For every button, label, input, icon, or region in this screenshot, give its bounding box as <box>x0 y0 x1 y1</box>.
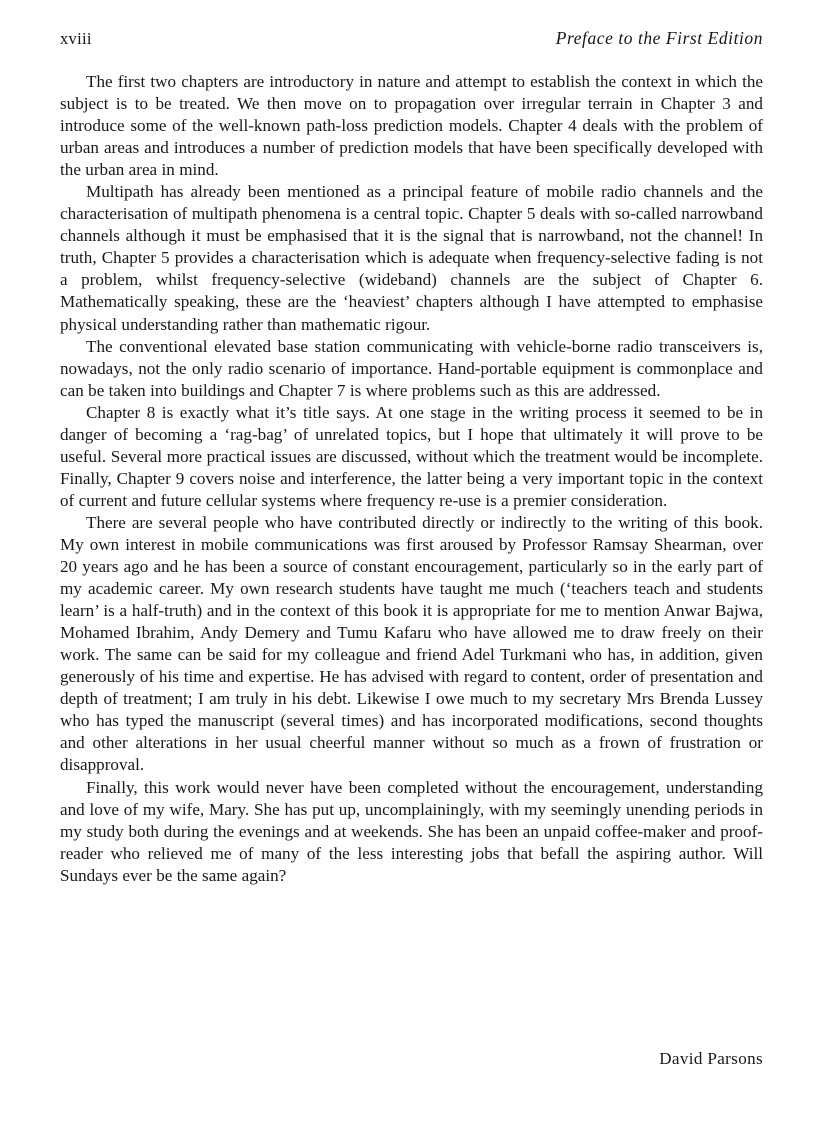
author-signature: David Parsons <box>659 1049 763 1068</box>
paragraph: Chapter 8 is exactly what it’s title says. At one stage in the writing process it seemed to be in danger of becoming a ‘rag-bag’ of unrelated topics, but I hope that ultimately it will prove to be useful. Several more practical issues are discussed, without which the treatment would be incomplete. Finally, Chapter 9 covers noise and interference, the latter being a very important topic in the context of current and future cellular systems where frequency re-use is a premier consideration. <box>60 402 763 510</box>
paragraph: The conventional elevated base station communicating with vehicle-borne radio transceivers is, nowadays, not the only radio scenario of importance. Hand-portable equipment is commonplace and can be taken into buildings and Chapter 7 is where problems such as this are addressed. <box>60 336 763 400</box>
paragraph: There are several people who have contributed directly or indirectly to the writing of this book. My own interest in mobile communications was first aroused by Professor Ramsay Shearman, over 20 years ago and he has been a source of constant encouragement, particularly so in the early part of my academic career. My own research students have taught me much (‘teachers teach and students learn’ is a half-truth) and in the context of this book it is appropriate for me to mention Anwar Bajwa, Mohamed Ibrahim, Andy Demery and Tumu Kafaru who have allowed me to draw freely on their work. The same can be said for my colleague and friend Adel Turkmani who has, in addition, given generously of his time and expertise. He has advised with regard to content, order of presentation and depth of treatment; I am truly in his debt. Likewise I owe much to my secretary Mrs Brenda Lussey who has typed the manuscript (several times) and has incorporated modifications, second thoughts and other alterations in her usual cheerful manner without so much as a frown of frustration or disapproval. <box>60 512 763 775</box>
body-text-block <box>60 71 763 887</box>
running-head-title: Preface to the First Edition <box>555 28 763 48</box>
paragraph: Finally, this work would never have been completed without the encouragement, understanding and love of my wife, Mary. She has put up, uncomplainingly, with my seemingly unending periods in my study both during the evenings and at weekends. She has been an unpaid coffee-maker and proof-reader who relieved me of many of the less interesting jobs that befall the aspiring author. Will Sundays ever be the same again? <box>60 777 763 885</box>
running-head <box>60 28 763 52</box>
paragraph: The first two chapters are introductory in nature and attempt to establish the context in which the subject is to be treated. We then move on to propagation over irregular terrain in Chapter 3 and introduce some of the well-known path-loss prediction models. Chapter 4 deals with the problem of urban areas and introduces a number of prediction models that have been specifically developed with the urban area in mind. <box>60 72 763 180</box>
paragraph: Multipath has already been mentioned as a principal feature of mobile radio channels and the characterisation of multipath phenomena is a central topic. Chapter 5 deals with so-called narrowband channels although it must be emphasised that it is the signal that is narrowband, not the channel! In truth, Chapter 5 provides a characterisation which is adequate when frequency-selective fading is not a problem, whilst frequency-selective (wideband) channels are the subject of Chapter 6. Mathematically speaking, these are the ‘heaviest’ chapters although I have attempted to emphasise physical understanding rather than mathematic rigour. <box>60 182 763 334</box>
page-number: xviii <box>60 29 92 48</box>
